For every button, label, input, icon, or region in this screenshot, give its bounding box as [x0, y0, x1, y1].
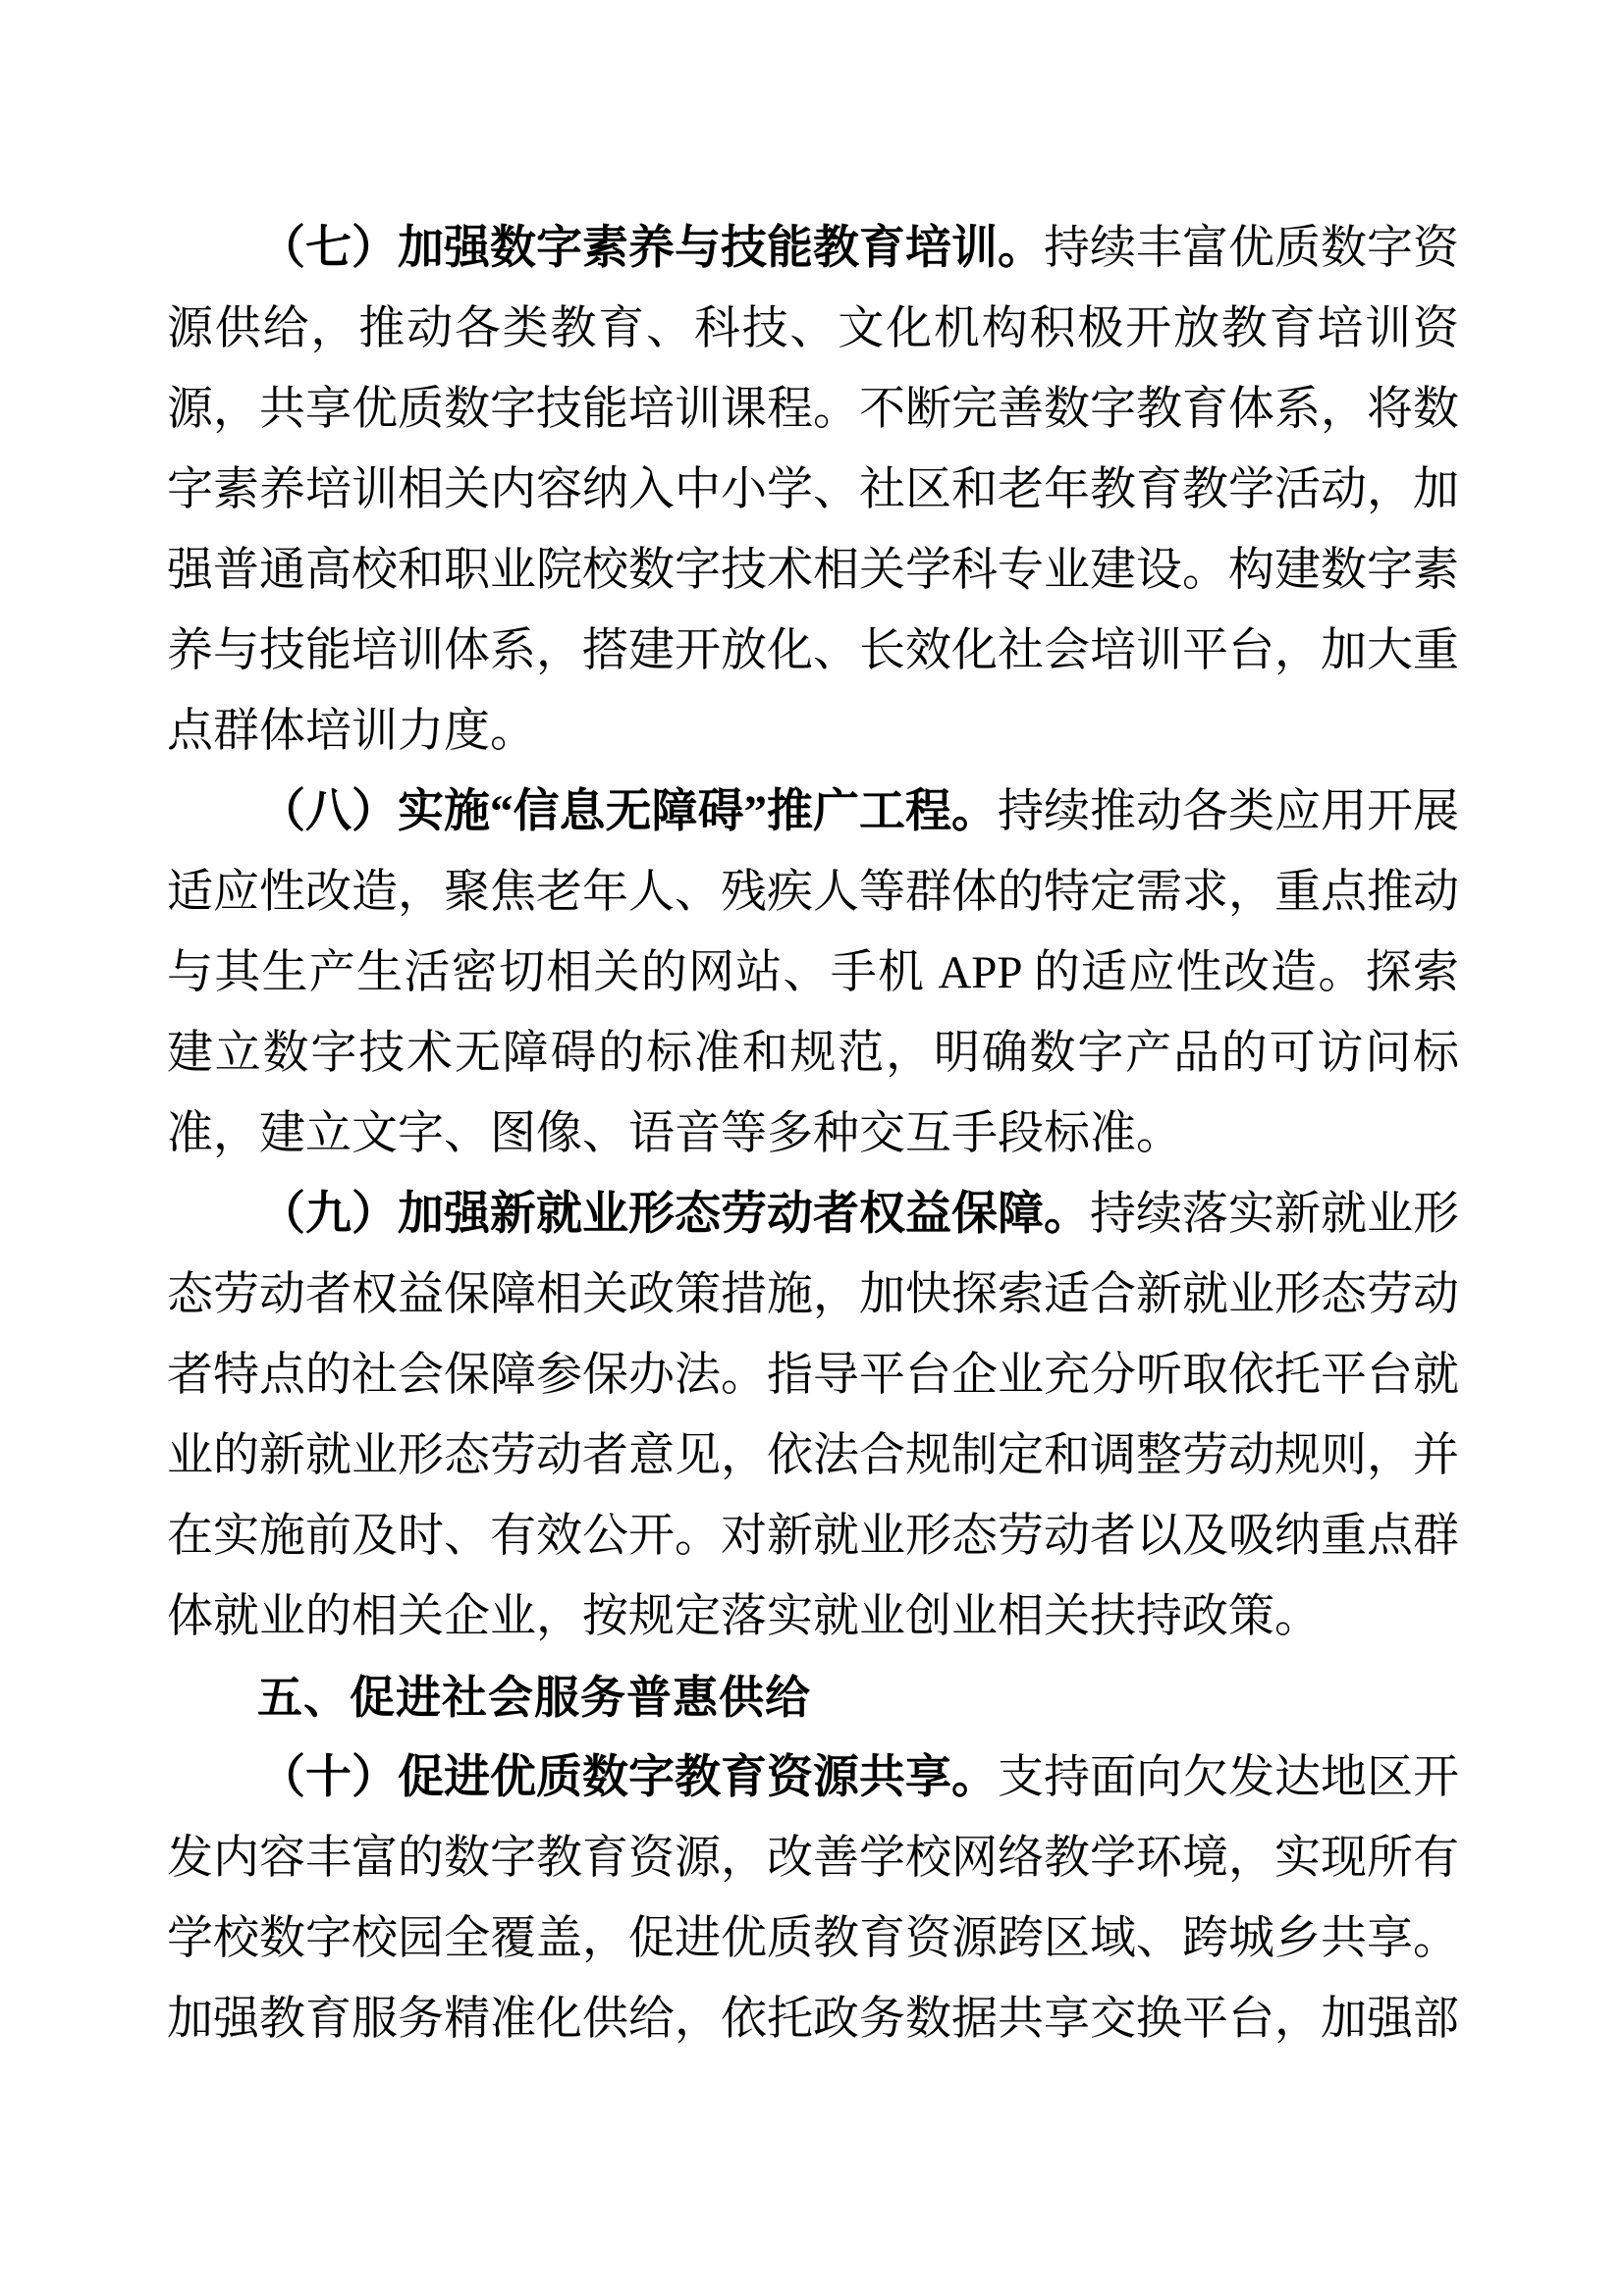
paragraph-item-9	[167, 1174, 1459, 1657]
paragraph-lead: （十）促进优质数字教育资源共享。	[259, 1752, 998, 1803]
paragraph-lead: （九）加强新就业形态劳动者权益保障。	[259, 1189, 1090, 1240]
paragraph-item-8	[167, 772, 1459, 1174]
paragraph-item-7	[167, 208, 1459, 772]
section-heading-5: 五、促进社会服务普惠供给	[257, 1672, 811, 1723]
paragraph-text: 支持面向欠发达地区开发内容丰富的数字教育资源，改善学校网络教学环境，实现所有学校数字校园全覆盖，促进优质教育资源跨区域、跨城乡共享。加强教育服务精准化供给，依托政务数据共享交换平台，加强部	[167, 1752, 1459, 2045]
paragraph-text: 持续推动各类应用开展适应性改造，聚焦老年人、残疾人等群体的特定需求，重点推动与其生产生活密切相关的网站、手机 APP 的适应性改造。探索建立数字技术无障碍的标准和规范，明确数字产品的可访问标准，建立文字、图像、语音等多种交互手段标准。	[167, 786, 1459, 1159]
paragraph-text: 持续落实新就业形态劳动者权益保障相关政策措施，加快探索适合新就业形态劳动者特点的社会保障参保办法。指导平台企业充分听取依托平台就业的新就业形态劳动者意见，依法合规制定和调整劳动规则，并在实施前及时、有效公开。对新就业形态劳动者以及吸纳重点群体就业的相关企业，按规定落实就业创业相关扶持政策。	[167, 1189, 1459, 1642]
paragraph-lead: （七）加强数字素养与技能教育培训。	[259, 223, 1044, 274]
document-body	[167, 208, 1459, 2059]
paragraph-item-10	[167, 1737, 1459, 2059]
paragraph-text: 持续丰富优质数字资源供给，推动各类教育、科技、文化机构积极开放教育培训资源，共享优质数字技能培训课程。不断完善数字教育体系，将数字素养培训相关内容纳入中小学、社区和老年教育教学活动，加强普通高校和职业院校数字技术相关学科专业建设。构建数字素养与技能培训体系，搭建开放化、长效化社会培训平台，加大重点群体培训力度。	[167, 223, 1459, 757]
paragraph-lead: （八）实施“信息无障碍”推广工程。	[259, 786, 998, 837]
